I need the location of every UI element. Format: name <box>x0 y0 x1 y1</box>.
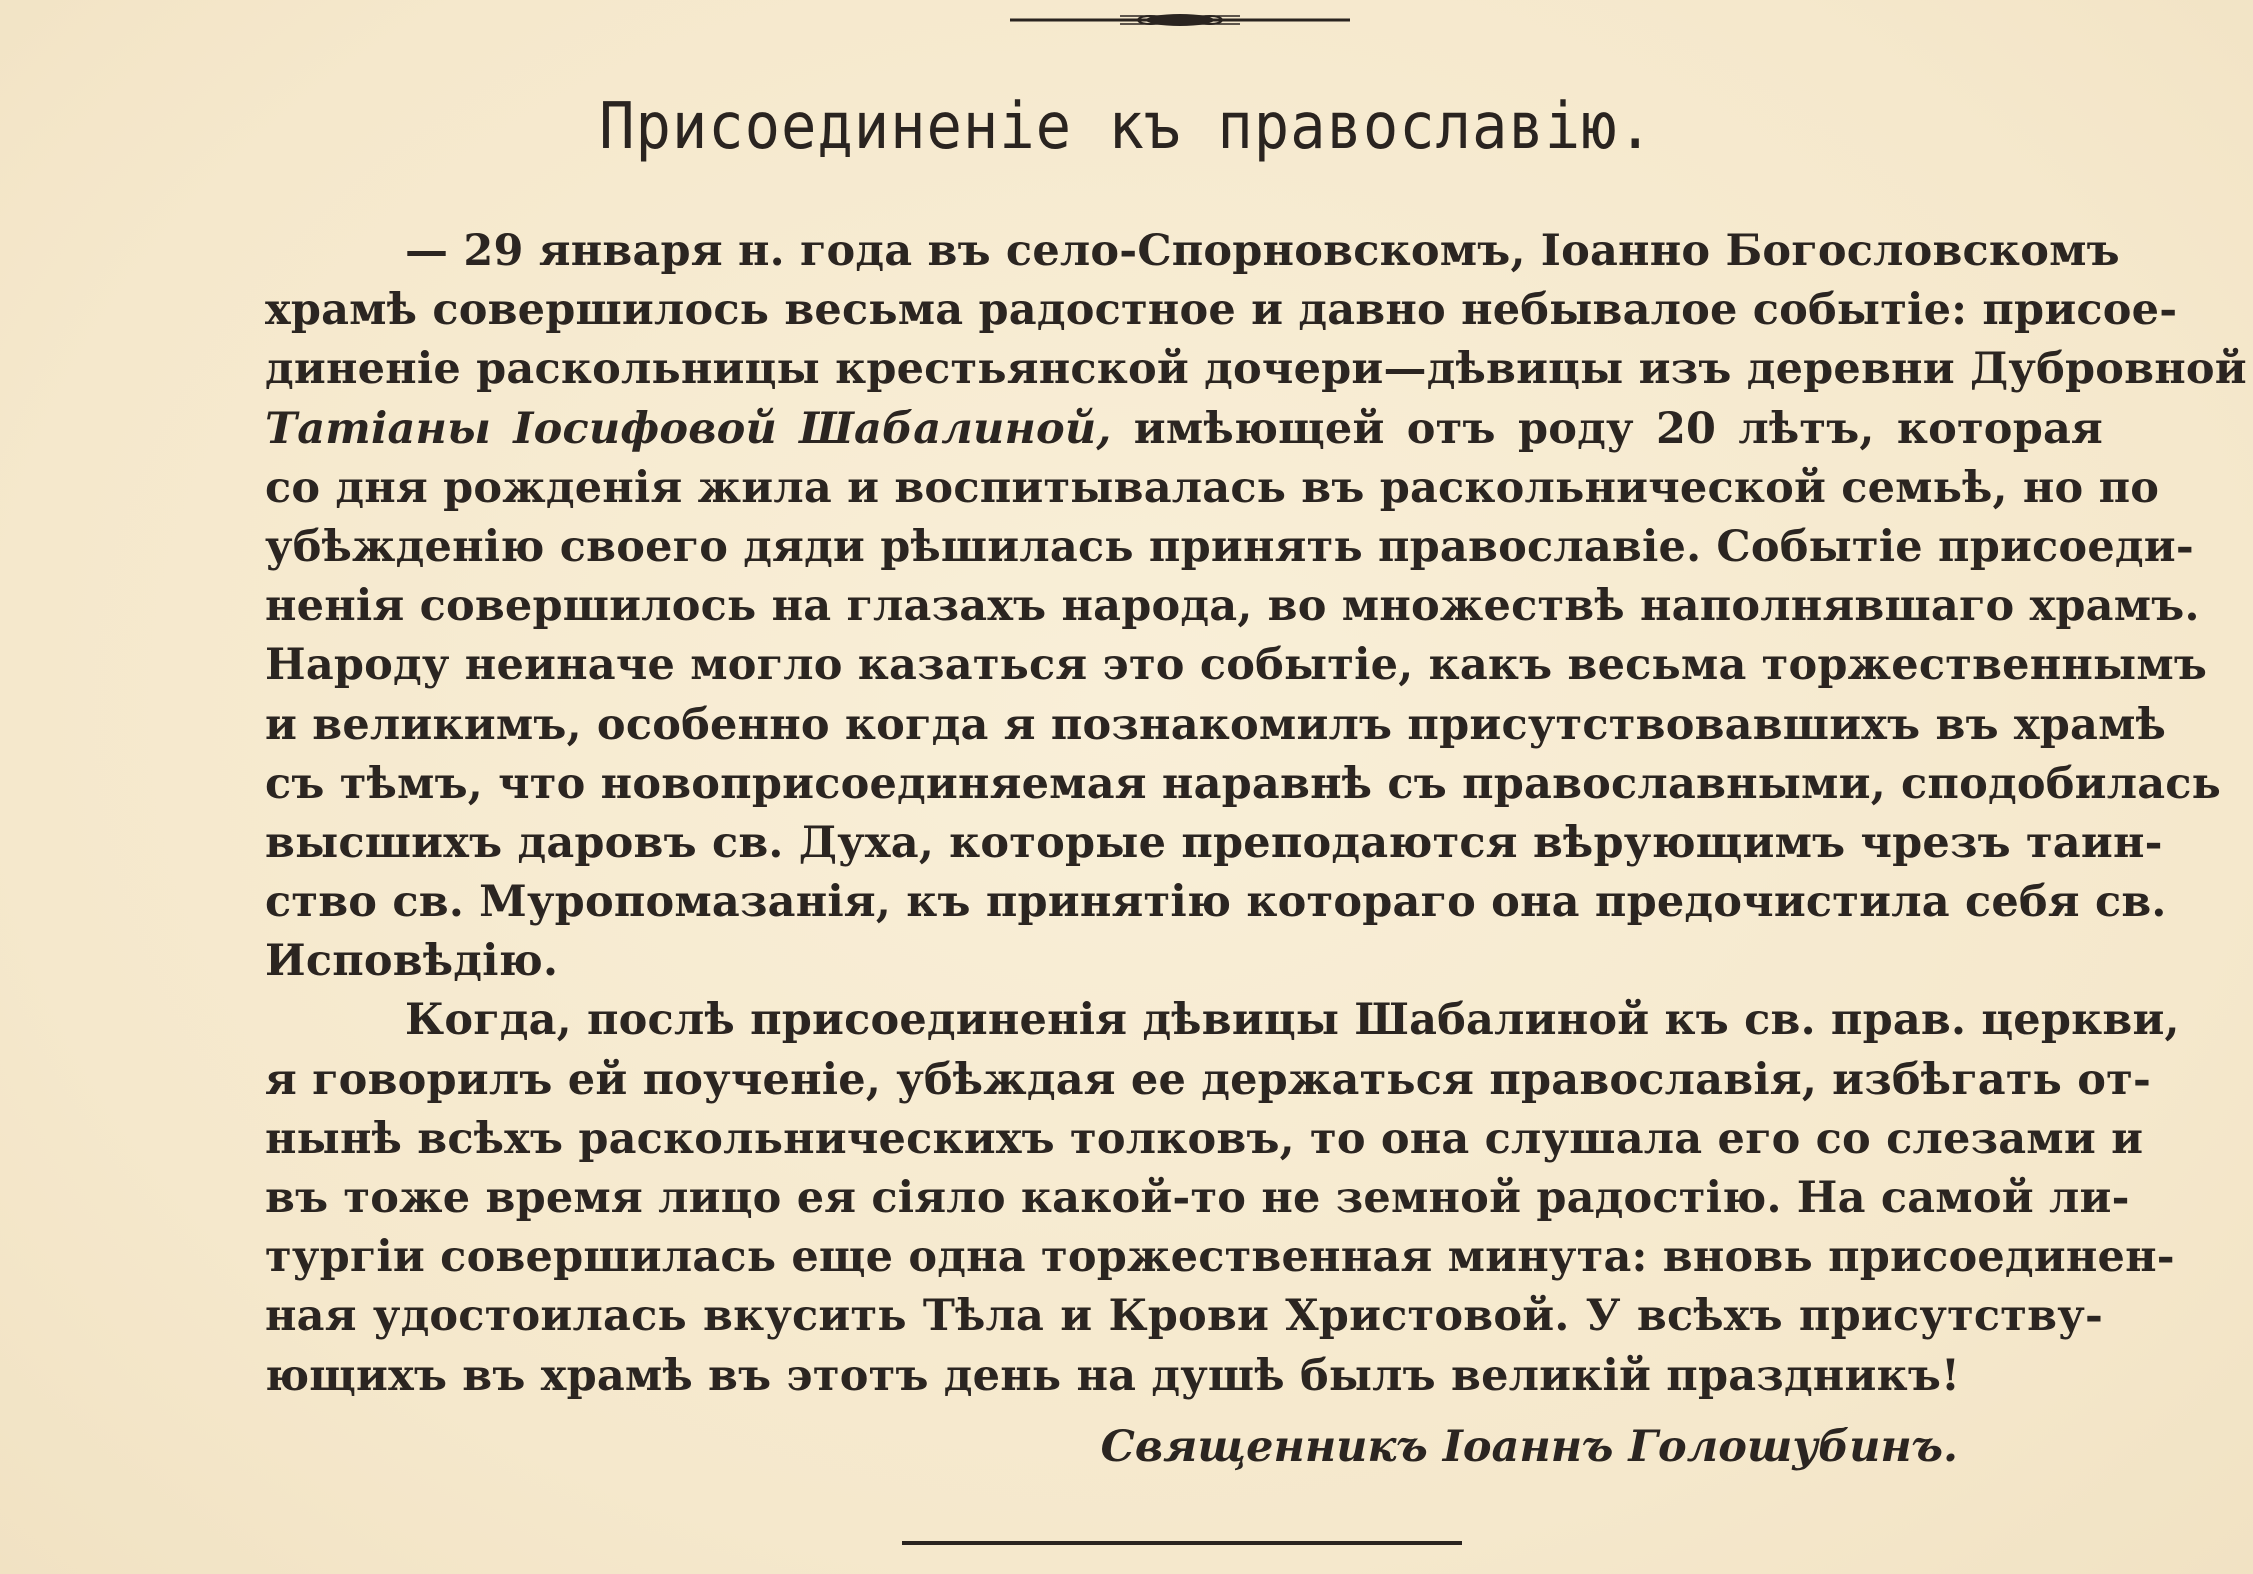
article-body <box>265 222 2247 1480</box>
text-line: Народу неиначе могло казаться это событіе, какъ весьма торжественнымъ <box>265 640 2208 691</box>
person-name: Татіаны Іосифовой Шабалиной, <box>265 403 1112 454</box>
text-line: и великимъ, особенно когда я познакомилъ присутствовавшихъ въ храмѣ <box>265 699 2167 750</box>
text-line: я говорилъ ей поученіе, убѣждая ее держаться православія, избѣгать от- <box>265 1054 2151 1105</box>
text-line: храмѣ совершилось весьма радостное и давно небывалое событіе: присое- <box>265 285 2178 336</box>
text-line: высшихъ даровъ св. Духа, которые преподаются вѣрующимъ чрезъ таин- <box>265 817 2163 868</box>
text-fragment: имѣющей отъ роду 20 лѣтъ, которая <box>1111 403 2103 454</box>
text-line: съ тѣмъ, что новоприсоединяемая наравнѣ съ православными, сподобилась <box>265 758 2222 809</box>
bottom-divider <box>902 1541 1462 1545</box>
text-line: диненіе раскольницы крестьянской дочери—дѣвицы изъ деревни Дубровной <box>265 344 2247 395</box>
text-line: убѣжденію своего дяди рѣшилась принять православіе. Событіе присоеди- <box>265 521 2194 572</box>
text-line-with-name <box>265 400 2103 459</box>
text-line: — 29 января н. года въ село-Спорновскомъ, Іоанно Богословскомъ <box>405 226 2120 276</box>
text-line: въ тоже время лицо ея сіяло какой-то не земной радостію. На самой ли- <box>265 1173 2130 1223</box>
text-line: ющихъ въ храмѣ въ этотъ день на душѣ былъ великій праздникъ! <box>265 1350 1961 1401</box>
text-line: Когда, послѣ присоединенія дѣвицы Шабалиной къ св. прав. церкви, <box>405 995 2180 1046</box>
paragraph-2 <box>265 991 2180 1405</box>
article-title: Присоединеніе къ православію. <box>599 90 1654 164</box>
text-line: ство св. Муропомазанія, къ принятію котораго она предочистила себя св. <box>265 877 2167 928</box>
paragraph-1 <box>265 222 2247 991</box>
text-line: ная удостоилась вкусить Тѣла и Крови Христовой. У всѣхъ присутству- <box>265 1291 2103 1342</box>
text-line: Исповѣдію. <box>265 936 559 987</box>
text-line: тургіи совершилась еще одна торжественная минута: вновь присоединен- <box>265 1232 2175 1283</box>
header-ornament <box>1010 2 1350 36</box>
text-line: нынѣ всѣхъ раскольническихъ толковъ, то она слушала его со слезами и <box>265 1113 2144 1164</box>
signature: Священникъ Іоаннъ Голошубинъ. <box>1100 1421 1958 1472</box>
text-line: ненія совершилось на глазахъ народа, во множествѣ наполнявшаго храмъ. <box>265 581 2200 632</box>
text-line: со дня рожденія жила и воспитывалась въ раскольнической семьѣ, но по <box>265 462 2160 513</box>
